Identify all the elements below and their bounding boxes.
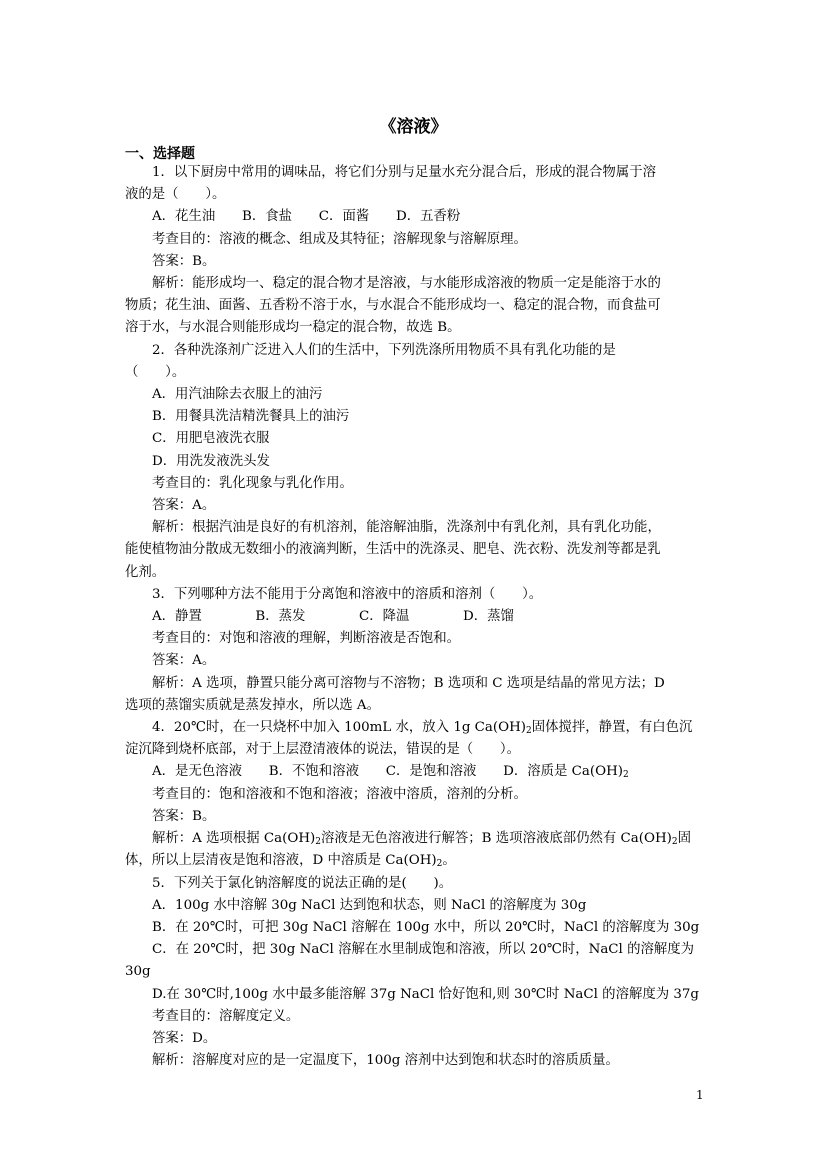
q5-option-d: D.在 30℃时,100g 水中最多能溶解 37g NaCl 恰好饱和,则 30℃时 NaCl 的溶解度为 37g: [152, 986, 699, 1002]
q1-analysis-line1: 解析：能形成均一、稳定的混合物才是溶液，与水能形成溶液的物质一定是能溶于水的: [152, 276, 661, 292]
q4-analysis-text-e: 。: [442, 853, 456, 869]
q3-answer: 答案：A。: [152, 653, 216, 669]
q2-analysis-line1: 解析：根据汽油是良好的有机溶剂，能溶解油脂，洗涤剂中有乳化剂，具有乳化功能，: [152, 520, 661, 536]
q3-analysis-line1: 解析：A 选项，静置只能分离可溶物与不溶物；B 选项和 C 选项是结晶的常见方法；D: [152, 675, 665, 691]
q2-option-a: A．用汽油除去衣服上的油污: [152, 387, 323, 403]
q2-analysis-line2: 能使植物油分散成无数细小的液滴判断，生活中的洗涤灵、肥皂、洗衣粉、洗发剂等都是乳: [125, 542, 661, 558]
q5-option-b: B．在 20℃时，可把 30g NaCl 溶解在 100g 水中，所以 20℃时，NaCl 的溶解度为 30g: [152, 919, 700, 935]
subscript: 2: [623, 770, 629, 781]
q4-analysis-text-a: 解析：A 选项根据 Ca(OH): [152, 831, 316, 847]
q5-answer: 答案：D。: [152, 1030, 217, 1046]
section-heading: 一、选择题: [125, 146, 195, 162]
q4-analysis-text-d: 体，所以上层清夜是饱和溶液，D 中溶质是 Ca(OH): [125, 853, 437, 869]
q5-purpose: 考查目的：溶解度定义。: [152, 1008, 300, 1024]
q4-analysis-line1: [125, 828, 707, 850]
q4-options: [125, 761, 707, 783]
q2-answer: 答案：A。: [152, 498, 216, 514]
q3-options: A．静置 B．蒸发 C．降温 D．蒸馏: [152, 609, 514, 625]
q3-stem: 3．下列哪种方法不能用于分离饱和溶液中的溶质和溶剂（ ）。: [152, 586, 543, 602]
q5-option-c-line2: 30g: [125, 964, 151, 980]
q4-answer: 答案：B。: [152, 808, 216, 824]
document-title: 《溶液》: [379, 117, 448, 137]
subscript: 2: [436, 859, 443, 870]
q4-stem-text-b: 固体搅拌，静置，有白色沉: [531, 720, 693, 736]
q4-analysis-text-b: 溶液是无色溶液进行解答；B 选项溶液底部仍然有 Ca(OH): [321, 831, 672, 847]
q1-analysis-line2: 物质；花生油、面酱、五香粉不溶于水，与水混合不能形成均一、稳定的混合物，而食盐可: [125, 298, 661, 314]
q2-option-d: D．用洗发液洗头发: [152, 453, 270, 469]
page-number: 1: [696, 1088, 704, 1102]
q5-option-c-line1: C．在 20℃时，把 30g NaCl 溶解在水里制成饱和溶液，所以 20℃时，NaCl 的溶解度为: [152, 942, 695, 958]
q1-answer: 答案：B。: [152, 253, 216, 269]
q1-stem-line2: 液的是（ ）。: [125, 187, 226, 203]
q3-analysis-line2: 选项的蒸馏实质就是蒸发掉水，所以选 A。: [125, 697, 380, 713]
q4-options-text: A．是无色溶液 B．不饱和溶液 C．是饱和溶液 D．溶质是 Ca(OH): [152, 764, 624, 780]
q2-stem-line1: 2．各种洗涤剂广泛进入人们的生活中，下列洗涤所用物质不具有乳化功能的是: [152, 342, 616, 358]
questions-body: [125, 162, 707, 1072]
q2-option-c: C．用肥皂液洗衣服: [152, 431, 270, 447]
q1-options: A．花生油 B．食盐 C．面酱 D．五香粉: [152, 209, 461, 225]
q5-stem: 5．下列关于氯化钠溶解度的说法正确的是( )。: [152, 875, 453, 891]
q5-analysis: 解析：溶解度对应的是一定温度下，100g 溶剂中达到饱和状态时的溶质质量。: [152, 1053, 619, 1069]
q2-option-b: B．用餐具洗洁精洗餐具上的油污: [152, 409, 350, 425]
q4-analysis-line2: [125, 850, 707, 872]
subscript: 2: [671, 837, 678, 848]
q5-option-a: A．100g 水中溶解 30g NaCl 达到饱和状态，则 NaCl 的溶解度为 30g: [152, 897, 587, 913]
q4-stem-line1: [125, 717, 707, 739]
q2-stem-line2: （ ）。: [125, 364, 186, 380]
subscript: 2: [315, 837, 321, 848]
q3-purpose: 考查目的：对饱和溶液的理解，判断溶液是否饱和。: [152, 631, 460, 647]
q1-purpose: 考查目的：溶液的概念、组成及其特征；溶解现象与溶解原理。: [152, 231, 527, 247]
q2-analysis-line3: 化剂。: [125, 564, 166, 580]
q4-stem-line2: 淀沉降到烧杯底部，对于上层澄清液体的说法，错误的是（ ）。: [125, 742, 521, 758]
q1-analysis-line3: 溶于水，与水混合则能形成均一稳定的混合物，故选 B。: [125, 320, 461, 336]
q4-stem-text-a: 4．20℃时，在一只烧杯中加入 100mL 水，放入 1g Ca(OH): [152, 720, 526, 736]
q1-stem-line1: 1．以下厨房中常用的调味品，将它们分别与足量水充分混合后，形成的混合物属于溶: [152, 165, 656, 180]
subscript: 2: [526, 726, 532, 737]
q4-purpose: 考查目的：饱和溶液和不饱和溶液；溶液中溶质，溶剂的分析。: [152, 786, 527, 802]
q4-analysis-text-c: 固: [677, 831, 692, 847]
q2-purpose: 考查目的：乳化现象与乳化作用。: [152, 475, 353, 491]
